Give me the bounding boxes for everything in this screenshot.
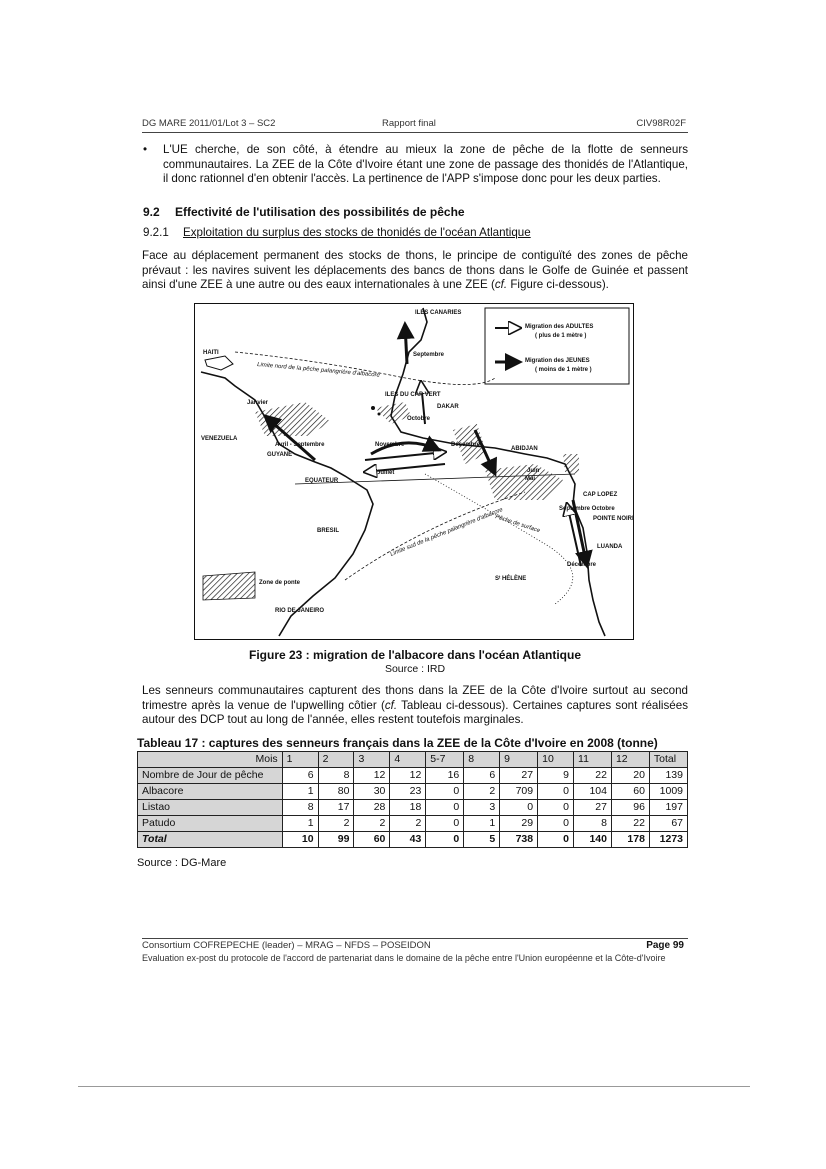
- table-cell: 18: [390, 800, 426, 816]
- bullet-dot: •: [143, 143, 148, 156]
- label-cap-vert: ILES DU CAP VERT: [385, 392, 441, 398]
- table-cell: 29: [500, 816, 538, 832]
- table-body: [138, 752, 688, 848]
- table-row-label: Listao: [138, 800, 283, 816]
- table-total-row: [138, 832, 688, 848]
- table-row-label: Nombre de Jour de pêche: [138, 768, 283, 784]
- bottom-rule: [78, 1086, 750, 1087]
- spawn-zone-gulf-east: [563, 454, 579, 474]
- table-header-cell: 2: [318, 752, 354, 768]
- label-mai: Mai: [525, 476, 536, 482]
- label-surface: Pêche de surface: [494, 514, 541, 535]
- table-cell: 67: [649, 816, 687, 832]
- table-cell: 709: [500, 784, 538, 800]
- paragraph-2-text: Les senneurs communautaires capturent des thons dans la ZEE de la Côte d'Ivoire surtout au second trimestre après la venue de l'upwelling côtier (: [142, 684, 688, 712]
- table-cell: 43: [390, 832, 426, 848]
- paragraph-2-text-end: Tableau ci-dessous). Certaines captures sont réalisées autour des DCP tout au long de l'année, elles restent toutefois marginales.: [142, 698, 688, 726]
- paragraph-1-text-end: Figure ci-dessous).: [507, 278, 609, 291]
- figure-source: Source : IRD: [384, 663, 446, 675]
- table-row-label: Albacore: [138, 784, 283, 800]
- paragraph-1-text: Face au déplacement permanent des stocks de thons, le principe de contiguïté des zones de pêche prévaut : les navires suivent les déplacements des bancs de thons dans le Golfe de Guinée et passent ainsi d'une ZEE à une autre ou des eaux internationales à une ZEE (: [142, 249, 688, 291]
- table-cell: 60: [354, 832, 390, 848]
- table-cell: 1009: [649, 784, 687, 800]
- label-venezuela: VENEZUELA: [201, 436, 238, 442]
- header-right: CIV98R02F: [636, 118, 686, 129]
- table-cell: 178: [611, 832, 649, 848]
- table-cell: 6: [282, 768, 318, 784]
- label-canaries: ILES CANARIES: [415, 310, 462, 316]
- subsection-title: Exploitation du surplus des stocks de thonidés de l'océan Atlantique: [183, 226, 531, 239]
- table-row: [138, 816, 688, 832]
- table-cell: 10: [282, 832, 318, 848]
- table-cell: 1273: [649, 832, 687, 848]
- migration-map: [195, 304, 633, 639]
- table-header-cell: Total: [649, 752, 687, 768]
- table-cell: 5: [464, 832, 500, 848]
- label-juillet: Juillet: [377, 470, 395, 476]
- label-decembre-south: Décembre: [567, 562, 597, 568]
- paragraph-1-cf: cf.: [494, 278, 508, 291]
- table-cell: 30: [354, 784, 390, 800]
- table-header-label: Mois: [138, 752, 283, 768]
- table-cell: 1: [282, 816, 318, 832]
- paragraph-2: [142, 684, 688, 728]
- table-header-cell: 1: [282, 752, 318, 768]
- table-header-cell: 8: [464, 752, 500, 768]
- label-sept-octobre: Septembre Octobre: [559, 506, 615, 512]
- header-left: DG MARE 2011/01/Lot 3 – SC2: [142, 118, 276, 129]
- arrow-young-canaries: [405, 324, 407, 364]
- table-cell: 139: [649, 768, 687, 784]
- table-header-cell: 10: [538, 752, 574, 768]
- bullet-text: L'UE cherche, de son côté, à étendre au mieux la zone de pêche de la flotte de senneurs communautaires. La ZEE de la Côte d'Ivoire étant une zone de passage des thonidés de l'Atlantique, il donc rationnel d'en obtenir l'accès. La pertinence de l'APP s'impose donc pour les deux parties.: [163, 143, 688, 185]
- section-heading: [143, 205, 465, 219]
- label-haiti: HAITI: [203, 350, 219, 356]
- table-cell: 96: [611, 800, 649, 816]
- label-juin: Juin: [527, 468, 540, 474]
- label-equateur: EQUATEUR: [305, 478, 339, 484]
- table-cell: 60: [611, 784, 649, 800]
- table-cell: 8: [574, 816, 612, 832]
- subsection-heading: [143, 226, 531, 239]
- footer-line-1: [142, 940, 688, 951]
- table-header-cell: 9: [500, 752, 538, 768]
- table-cell: 1: [282, 784, 318, 800]
- table-cell: 99: [318, 832, 354, 848]
- table-header-cell: 3: [354, 752, 390, 768]
- label-septembre: Septembre: [413, 352, 445, 358]
- label-avril-sept: Avril - Septembre: [275, 442, 325, 448]
- legend-young-sub: ( moins de 1 mètre ): [535, 367, 592, 373]
- table-cell: 738: [500, 832, 538, 848]
- table-cell: 28: [354, 800, 390, 816]
- table-header-cell: 11: [574, 752, 612, 768]
- table-cell: 3: [464, 800, 500, 816]
- table-cell: 0: [426, 816, 464, 832]
- arrow-adult-atlantic-east: [365, 452, 445, 460]
- footer-rule: [142, 938, 688, 939]
- legend-adults-sub: ( plus de 1 mètre ): [535, 333, 587, 339]
- table-row-label: Patudo: [138, 816, 283, 832]
- subsection-number: 9.2.1: [143, 226, 169, 239]
- table-cell: 0: [538, 800, 574, 816]
- table-cell: 9: [538, 768, 574, 784]
- label-octobre: Octobre: [407, 416, 431, 422]
- label-luanda: LUANDA: [597, 544, 623, 550]
- table-cell: 8: [282, 800, 318, 816]
- table-source: Source : DG-Mare: [137, 857, 227, 869]
- table-cell: 80: [318, 784, 354, 800]
- label-cap-lopez: CAP LOPEZ: [583, 492, 618, 498]
- figure-caption: Figure 23 : migration de l'albacore dans l'océan Atlantique: [249, 648, 581, 662]
- label-bresil: BRESIL: [317, 528, 340, 534]
- table-header-cell: 4: [390, 752, 426, 768]
- label-abidjan: ABIDJAN: [511, 446, 538, 452]
- legend-adults: Migration des ADULTES: [525, 324, 594, 330]
- table-cell: 0: [538, 832, 574, 848]
- table-row: [138, 768, 688, 784]
- table-header-cell: 12: [611, 752, 649, 768]
- footer-consortium: Consortium COFREPECHE (leader) – MRAG – NFDS – POSEIDON: [142, 940, 431, 951]
- table-header-row: [138, 752, 688, 768]
- table-cell: 2: [390, 816, 426, 832]
- label-south-limit: Limite sud de la pêche palangrière d'albacore: [389, 507, 504, 558]
- table-header-cell: 5-7: [426, 752, 464, 768]
- table-cell: 8: [318, 768, 354, 784]
- table-cell: 0: [426, 784, 464, 800]
- label-novembre: Novembre: [375, 442, 405, 448]
- table-cell: 0: [538, 784, 574, 800]
- table-cell: 2: [464, 784, 500, 800]
- section-title: Effectivité de l'utilisation des possibilités de pêche: [175, 205, 465, 219]
- table-cell: 0: [426, 800, 464, 816]
- table-cell: 20: [611, 768, 649, 784]
- page-header: [142, 118, 688, 132]
- table-row: [138, 784, 688, 800]
- cap-vert-islands: [371, 406, 375, 410]
- paragraph-2-cf: cf.: [384, 698, 398, 712]
- table-cell: 27: [500, 768, 538, 784]
- label-rio: RIO DE JANEIRO: [275, 608, 325, 614]
- haiti-island: [205, 356, 233, 370]
- header-rule: [142, 132, 688, 133]
- table-cell: 12: [390, 768, 426, 784]
- table-cell: 17: [318, 800, 354, 816]
- page-number: Page 99: [646, 940, 684, 951]
- spawn-zone-gulf: [485, 464, 563, 500]
- header-center: Rapport final: [382, 118, 436, 129]
- label-st-helene: Sᵗ HÉLÈNE: [495, 576, 527, 582]
- footer-line-2: Evaluation ex-post du protocole de l'accord de partenariat dans le domaine de la pêche entre l'Union européenne et la Côte-d'Ivoire: [142, 953, 666, 963]
- table-cell: 2: [354, 816, 390, 832]
- label-dakar: DAKAR: [437, 404, 459, 410]
- legend-young: Migration des JEUNES: [525, 358, 590, 364]
- spawn-legend-label: Zone de ponte: [259, 580, 300, 586]
- catch-table: [137, 751, 688, 848]
- spawn-zone-senegal: [375, 402, 411, 424]
- table-cell: 6: [464, 768, 500, 784]
- label-guyane: GUYANE: [267, 452, 293, 458]
- table-cell: 0: [538, 816, 574, 832]
- table-cell: 0: [500, 800, 538, 816]
- table-cell: 0: [426, 832, 464, 848]
- table-cell: 197: [649, 800, 687, 816]
- label-decembre: Décembre: [451, 442, 481, 448]
- spawn-legend-swatch: [203, 572, 255, 600]
- section-number: 9.2: [143, 205, 160, 219]
- table-cell: 12: [354, 768, 390, 784]
- table-cell: 140: [574, 832, 612, 848]
- table-cell: 22: [574, 768, 612, 784]
- table-cell: 27: [574, 800, 612, 816]
- table-row-label: Total: [138, 832, 283, 848]
- label-pointe-noire: POINTE NOIRE: [593, 516, 633, 522]
- label-north-limit: Limite nord de la pêche palangrière d'albacore: [256, 362, 381, 379]
- table-cell: 23: [390, 784, 426, 800]
- table-cell: 2: [318, 816, 354, 832]
- table-cell: 1: [464, 816, 500, 832]
- table-cell: 104: [574, 784, 612, 800]
- table-title: Tableau 17 : captures des senneurs français dans la ZEE de la Côte d'Ivoire en 2008 (tonne): [137, 736, 658, 750]
- paragraph-1: [142, 249, 688, 293]
- migration-map-figure: [194, 303, 634, 640]
- table-cell: 16: [426, 768, 464, 784]
- label-janvier: Janvier: [247, 400, 269, 406]
- table-row: [138, 800, 688, 816]
- table-cell: 22: [611, 816, 649, 832]
